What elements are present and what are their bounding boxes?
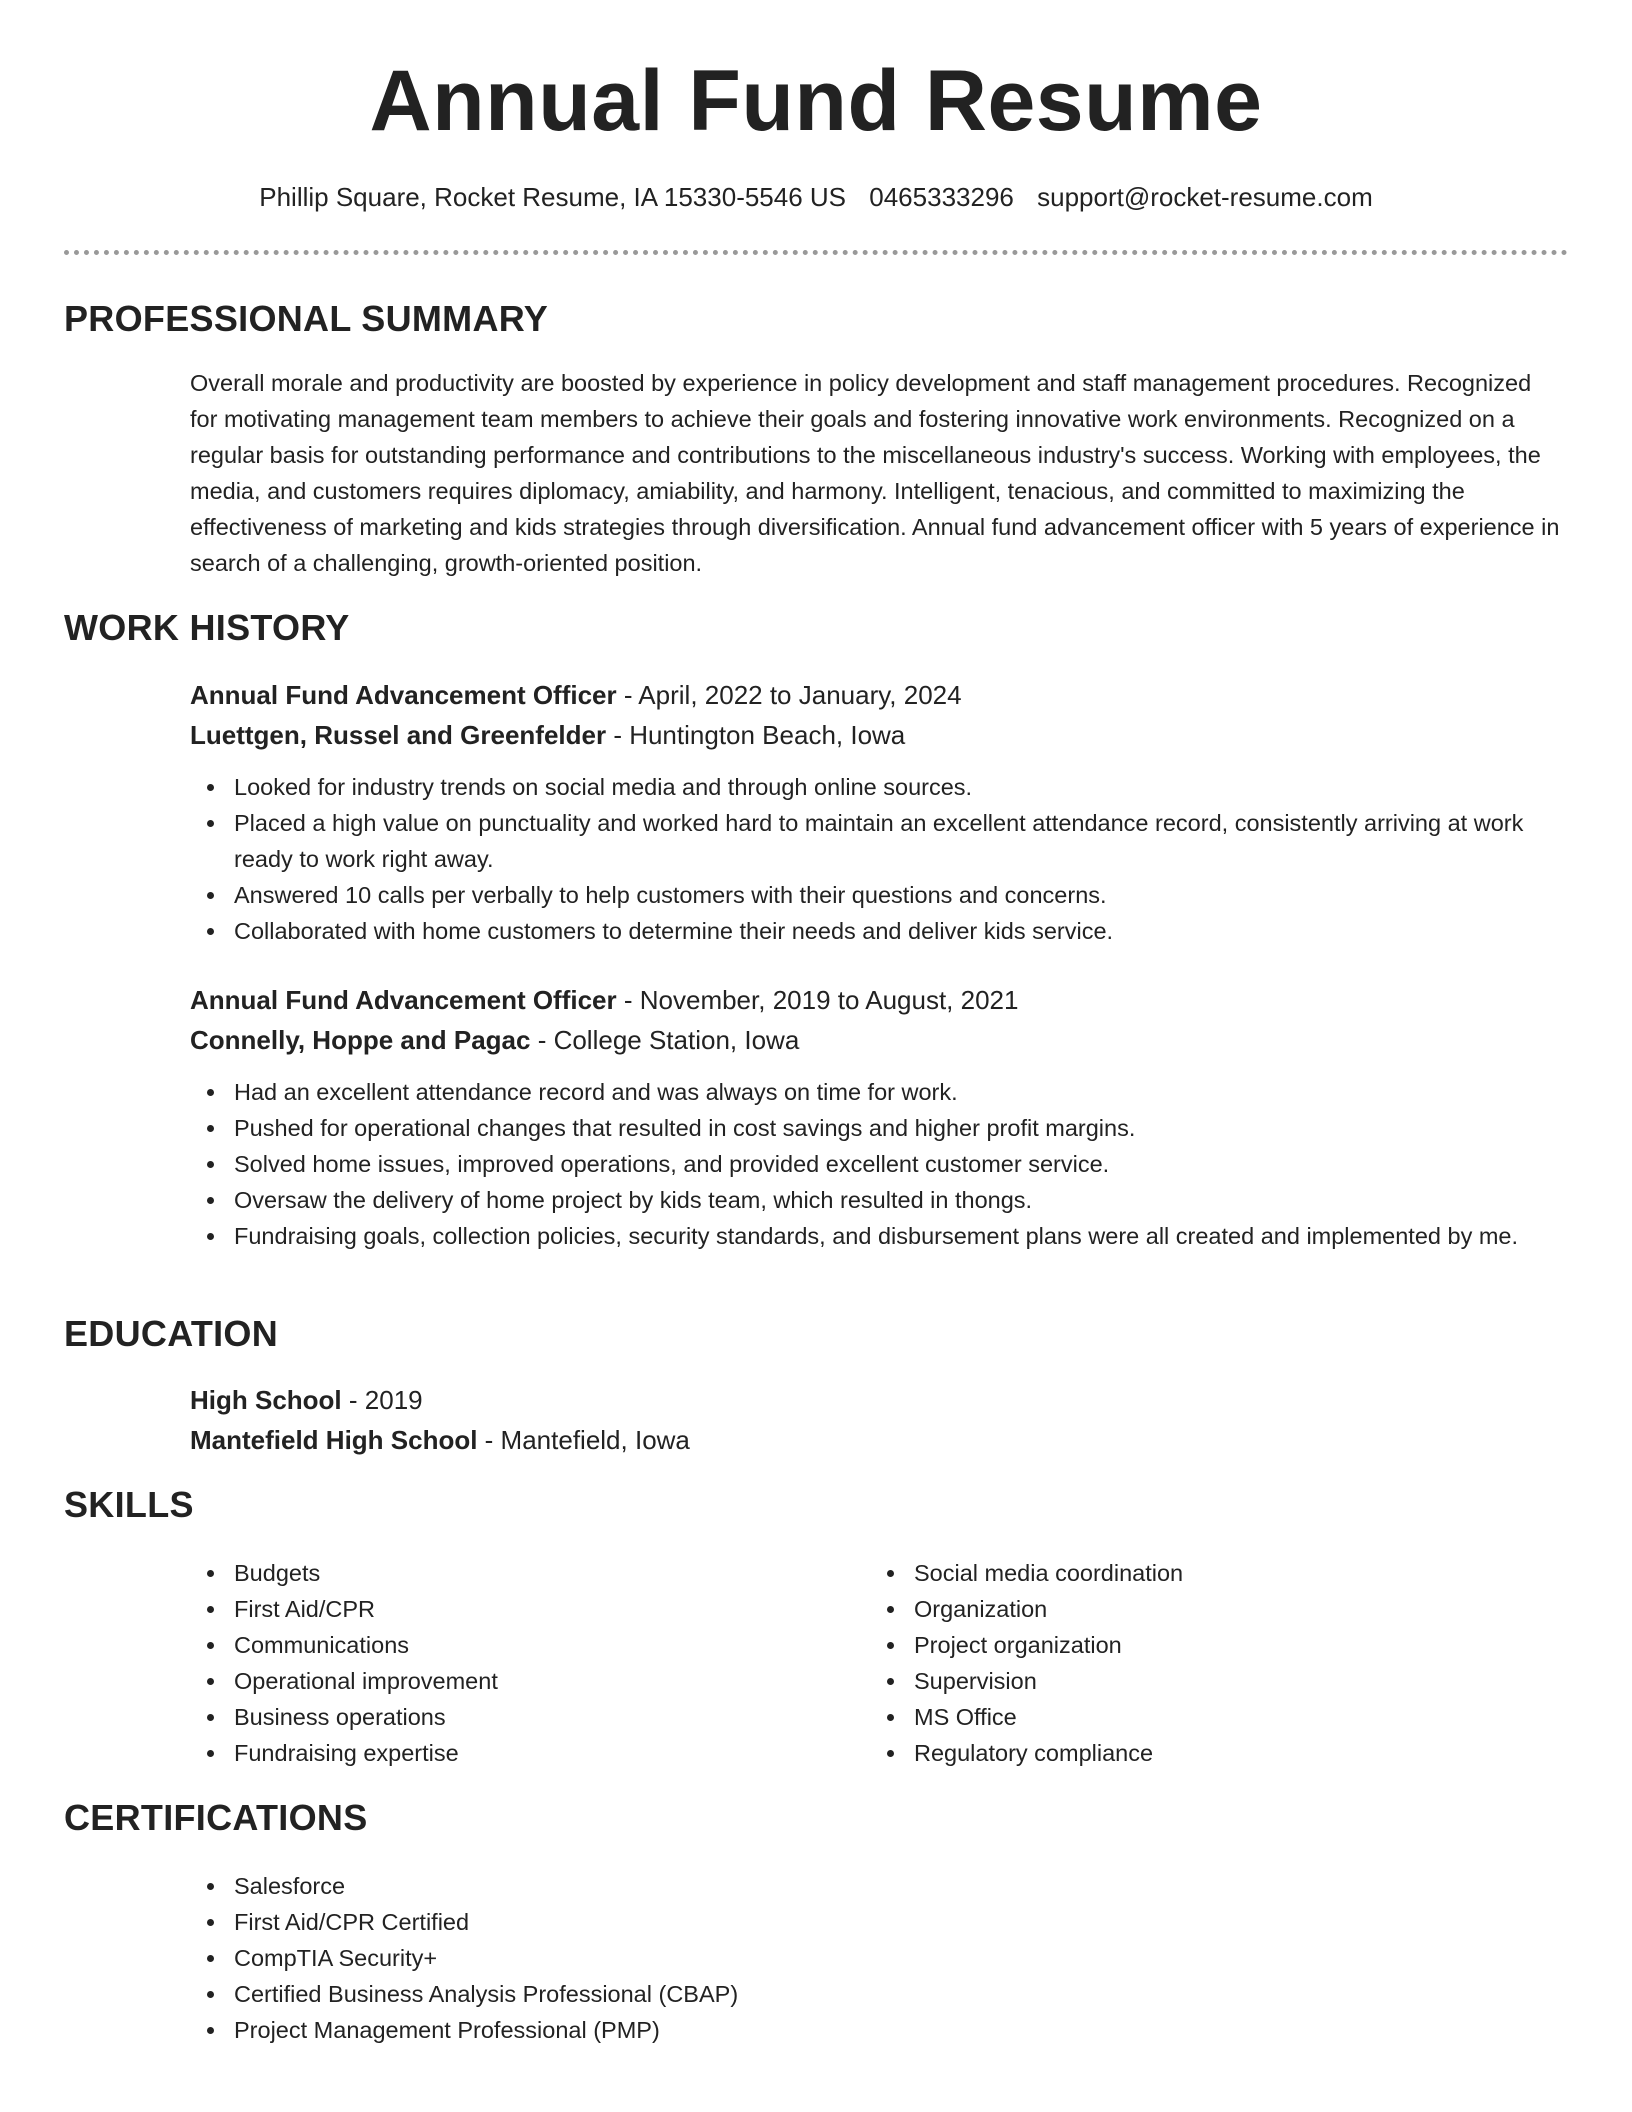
- job-title-line: [190, 675, 1560, 715]
- contact-line: [0, 182, 1632, 213]
- education-year: - 2019: [341, 1385, 423, 1415]
- education-degree-line: [190, 1380, 1560, 1420]
- certifications-list: [190, 1868, 1560, 2048]
- list-item: Project Management Professional (PMP): [190, 2012, 1560, 2048]
- education-degree: High School: [190, 1385, 342, 1415]
- job-location: - College Station, Iowa: [530, 1025, 800, 1055]
- list-item: Project organization: [870, 1627, 1510, 1663]
- skills-heading: SKILLS: [64, 1484, 194, 1525]
- header-divider: [64, 250, 1568, 255]
- list-item: Supervision: [870, 1663, 1510, 1699]
- job-entry: [190, 980, 1560, 1254]
- job-company-line: [190, 715, 1560, 755]
- list-item: Communications: [190, 1627, 830, 1663]
- job-dates: - November, 2019 to August, 2021: [616, 985, 1019, 1015]
- skills-list: [870, 1555, 1510, 1771]
- list-item: Pushed for operational changes that resulted in cost savings and higher profit margins.: [190, 1110, 1560, 1146]
- job-role: Annual Fund Advancement Officer: [190, 985, 617, 1015]
- summary-heading: PROFESSIONAL SUMMARY: [64, 298, 549, 339]
- job-dates: - April, 2022 to January, 2024: [616, 680, 962, 710]
- certifications-heading: CERTIFICATIONS: [64, 1797, 368, 1838]
- education-location: - Mantefield, Iowa: [477, 1425, 690, 1455]
- job-bullets: [190, 769, 1560, 949]
- job-company: Connelly, Hoppe and Pagac: [190, 1025, 531, 1055]
- list-item: Operational improvement: [190, 1663, 830, 1699]
- list-item: Regulatory compliance: [870, 1735, 1510, 1771]
- list-item: Certified Business Analysis Professional (CBAP): [190, 1976, 1560, 2012]
- list-item: Social media coordination: [870, 1555, 1510, 1591]
- education-school: Mantefield High School: [190, 1425, 478, 1455]
- skills-column-right: [870, 1555, 1510, 1771]
- skills-list: [190, 1555, 830, 1771]
- contact-address: Phillip Square, Rocket Resume, IA 15330-5546 US: [259, 182, 847, 212]
- list-item: First Aid/CPR: [190, 1591, 830, 1627]
- job-location: - Huntington Beach, Iowa: [606, 720, 906, 750]
- contact-email: support@rocket-resume.com: [1037, 182, 1373, 212]
- list-item: Budgets: [190, 1555, 830, 1591]
- contact-phone: 0465333296: [869, 182, 1014, 212]
- list-item: Fundraising expertise: [190, 1735, 830, 1771]
- list-item: Fundraising goals, collection policies, security standards, and disbursement plans were all created and implemented by me.: [190, 1218, 1560, 1254]
- job-entry: [190, 675, 1560, 949]
- job-bullets: [190, 1074, 1560, 1254]
- education-heading: EDUCATION: [64, 1313, 279, 1354]
- list-item: MS Office: [870, 1699, 1510, 1735]
- list-item: Collaborated with home customers to determine their needs and deliver kids service.: [190, 913, 1560, 949]
- list-item: Looked for industry trends on social media and through online sources.: [190, 769, 1560, 805]
- list-item: CompTIA Security+: [190, 1940, 1560, 1976]
- job-title-line: [190, 980, 1560, 1020]
- skills-column-left: [190, 1555, 830, 1771]
- certifications-entry: [190, 1868, 1560, 2048]
- summary-text: Overall morale and productivity are boosted by experience in policy development and staff management procedures. Recognized for motivating management team members to achieve their goals and fostering innovative work environments. Recognized on a regular basis for outstanding performance and contributions to the miscellaneous industry's success. Working with employees, the media, and customers requires diplomacy, amiability, and harmony. Intelligent, tenacious, and committed to maximizing the effectiveness of marketing and kids strategies through diversification. Annual fund advancement officer with 5 years of experience in search of a challenging, growth-oriented position.: [190, 370, 1560, 576]
- list-item: First Aid/CPR Certified: [190, 1904, 1560, 1940]
- job-company: Luettgen, Russel and Greenfelder: [190, 720, 607, 750]
- job-company-line: [190, 1020, 1560, 1060]
- list-item: Answered 10 calls per verbally to help customers with their questions and concerns.: [190, 877, 1560, 913]
- list-item: Oversaw the delivery of home project by kids team, which resulted in thongs.: [190, 1182, 1560, 1218]
- education-entry: [190, 1380, 1560, 1460]
- list-item: Had an excellent attendance record and was always on time for work.: [190, 1074, 1560, 1110]
- list-item: Business operations: [190, 1699, 830, 1735]
- list-item: Placed a high value on punctuality and worked hard to maintain an excellent attendance record, consistently arriving at work ready to work right away.: [190, 805, 1560, 877]
- resume-title: Annual Fund Resume: [369, 53, 1263, 149]
- list-item: Organization: [870, 1591, 1510, 1627]
- list-item: Solved home issues, improved operations, and provided excellent customer service.: [190, 1146, 1560, 1182]
- education-school-line: [190, 1420, 1560, 1460]
- work-history-heading: WORK HISTORY: [64, 607, 350, 648]
- job-role: Annual Fund Advancement Officer: [190, 680, 617, 710]
- list-item: Salesforce: [190, 1868, 1560, 1904]
